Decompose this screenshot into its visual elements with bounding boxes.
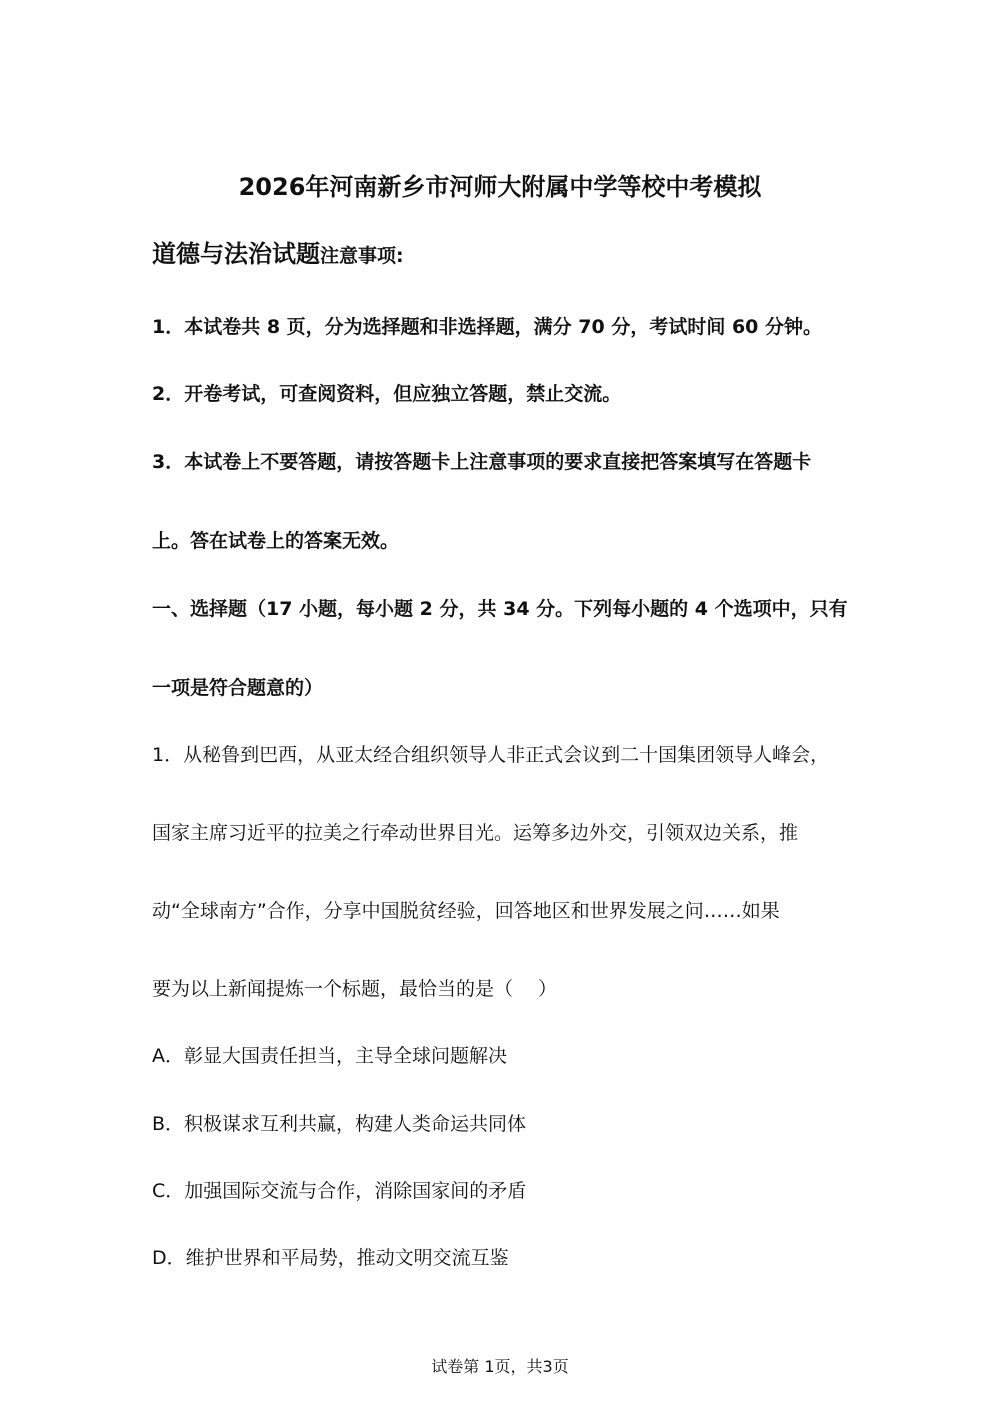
- question-1-option-a: A．彰显大国责任担当，主导全球问题解决: [152, 1045, 507, 1067]
- document-title: 2026年河南新乡市河师大附属中学等校中考模拟: [238, 173, 762, 201]
- notice-heading: 注意事项:: [320, 245, 404, 267]
- notice-item-2: 2．开卷考试，可查阅资料，但应独立答题，禁止交流。: [152, 383, 622, 405]
- subtitle-line: [152, 242, 404, 268]
- question-1-stem-line-3: 动“全球南方”合作，分享中国脱贫经验，回答地区和世界发展之问……如果: [152, 900, 780, 922]
- question-1-option-c: C．加强国际交流与合作，消除国家间的矛盾: [152, 1180, 527, 1202]
- question-1-option-b: B．积极谋求互利共赢，构建人类命运共同体: [152, 1113, 527, 1135]
- notice-item-3-continued: 上。答在试卷上的答案无效。: [152, 530, 400, 552]
- question-1-stem-line-4: 要为以上新闻提炼一个标题，最恰当的是（ ）: [152, 978, 558, 1000]
- question-1-option-d: D．维护世界和平局势，推动文明交流互鉴: [152, 1247, 509, 1269]
- subject-title: 道德与法治试题: [152, 240, 320, 268]
- question-1-stem-line-1: 1．从秘鲁到巴西，从亚太经合组织领导人非正式会议到二十国集团领导人峰会，: [152, 744, 830, 766]
- page-footer: 试卷第 1页，共3页: [431, 1357, 569, 1376]
- question-1-stem-line-2: 国家主席习近平的拉美之行牵动世界目光。运筹多边外交，引领双边关系，推: [152, 822, 799, 844]
- notice-item-1: 1．本试卷共 8 页，分为选择题和非选择题，满分 70 分，考试时间 60 分钟。: [152, 316, 823, 338]
- section-heading-continued: 一项是符合题意的）: [152, 677, 324, 699]
- notice-item-3: 3．本试卷上不要答题，请按答题卡上注意事项的要求直接把答案填写在答题卡: [152, 451, 812, 473]
- section-heading: 一、选择题（17 小题，每小题 2 分，共 34 分。下列每小题的 4 个选项中，只有: [152, 598, 848, 620]
